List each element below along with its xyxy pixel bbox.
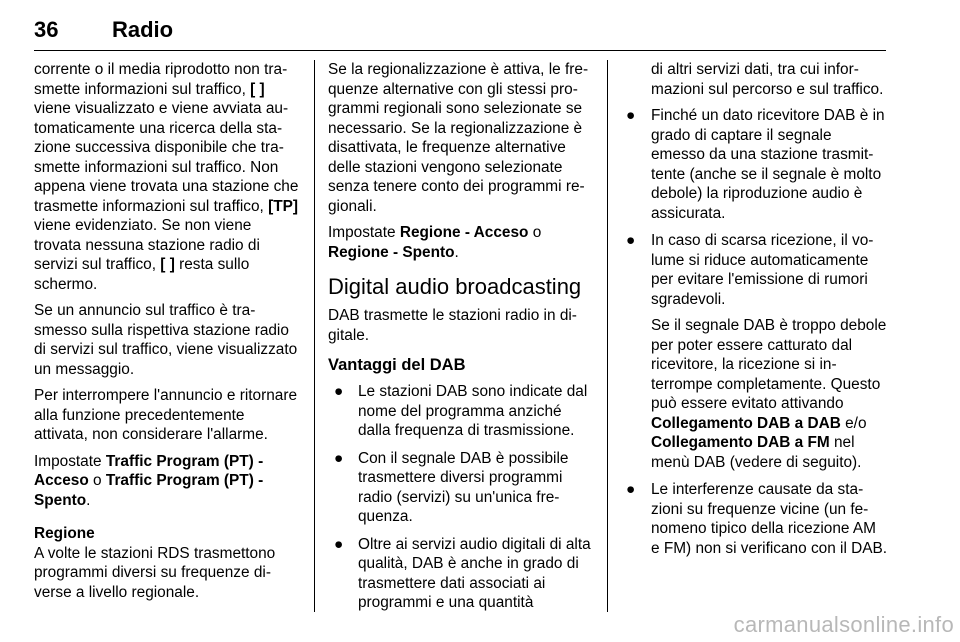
- paragraph: Impostate Regione - Acceso o Regione - Spento.: [328, 224, 542, 261]
- paragraph: DAB trasmette le stazioni radio in digitale.: [328, 307, 577, 344]
- page-header: [34, 10, 886, 50]
- list-item: ● Finché un dato ricevitore DAB è in grado di captare il segnale emesso da una stazione trasmittente (anche se il segnale è molto debole) la riproduzione audio è assicurata.: [626, 107, 885, 222]
- page-title: Radio: [112, 17, 174, 42]
- bullet-list: [622, 106, 888, 558]
- bullet-icon: ●: [626, 232, 636, 249]
- column-divider: [314, 60, 315, 612]
- column-divider: [607, 60, 608, 612]
- bullet-list: [328, 382, 592, 613]
- section-heading: Digital audio broadcasting: [328, 274, 582, 299]
- list-item: ● In caso di scarsa ricezione, il volume si riduce automaticamente per evitare l'emissione di rumori sgradevoli. Se il segnale DAB è troppo debole per poter essere catturato dal ricevitore, la ricezione si interrompe completamente. Questo può essere evitato attivando Collegamento DAB a DAB e/o Collegamento DAB a FM nel menù DAB (vedere di seguito).: [626, 232, 887, 471]
- paragraph: A volte le stazioni RDS trasmettono programmi diversi su frequenze diverse a livello regionale.: [34, 544, 276, 601]
- paragraph: corrente o il media riprodotto non trasmette informazioni sul traffico, [ ] viene visualizzato e viene avviata automaticamente una ricerca della stazione successiva disponibile che trasmette informazioni sul traffico. Non appena viene trovata una stazione che trasmette informazioni sul traffico, [TP] viene evidenziato. Se non viene trovata nessuna stazione radio di servizi sul traffico, [ ] resta sullo schermo.: [34, 61, 299, 293]
- list-item: ● Oltre ai servizi audio digitali di alta qualità, DAB è anche in grado di trasmettere dati associati ai programmi e una quantità: [334, 535, 591, 611]
- column-2: [328, 60, 592, 621]
- bullet-icon: ●: [626, 481, 636, 498]
- paragraph: Se il segnale DAB è troppo debole per poter essere catturato dal ricevitore, la ricezione si interrompe completamente. Questo può essere evitato attivando Collegamento DAB a DAB e/o Collegamento DAB a FM nel menù DAB (vedere di seguito).: [651, 317, 887, 471]
- bullet-icon: ●: [334, 535, 344, 553]
- list-item: ● Con il segnale DAB è possibile trasmettere diversi programmi radio (servizi) su un'unica frequenza.: [334, 449, 569, 525]
- paragraph: Impostate Traffic Program (PT) - Acceso o Traffic Program (PT) - Spento.: [34, 452, 264, 509]
- bullet-icon: ●: [626, 107, 636, 124]
- list-item: ● Le stazioni DAB sono indicate dal nome del programma anziché dalla frequenza di trasmissione.: [334, 383, 588, 439]
- paragraph: Per interrompere l'annuncio e ritornare alla funzione precedentemente attivata, non considerare l'allarme.: [34, 387, 298, 443]
- column-3: [622, 60, 888, 566]
- paragraph: Se un annuncio sul traffico è trasmesso sulla rispettiva stazione radio di servizi sul traffico, viene visualizzato un messaggio.: [34, 302, 298, 378]
- bullet-icon: ●: [334, 383, 344, 400]
- bullet-icon: ●: [334, 449, 344, 467]
- column-1: [34, 60, 300, 609]
- page-number: 36: [34, 17, 59, 42]
- paragraph: Se la regionalizzazione è attiva, le frequenze alternative con gli stessi programmi regionali sono selezionate se necessario. Se la regionalizzazione è disattivata, le frequenze alternative delle stazioni vengono selezionate senza tenere conto dei programmi regionali.: [328, 61, 589, 215]
- section-title-regione: Regione: [34, 525, 95, 542]
- watermark: carmanualsonline.info: [733, 612, 954, 637]
- list-item: ● Le interferenze causate da stazioni su frequenze vicine (un fenomeno tipico della ricezione AM e FM) non si verificano con il DAB.: [626, 481, 888, 557]
- paragraph: di altri servizi dati, tra cui informazioni sul percorso e sul traffico.: [651, 61, 884, 98]
- subheading: Vantaggi del DAB: [328, 356, 466, 374]
- header-rule: [34, 50, 886, 51]
